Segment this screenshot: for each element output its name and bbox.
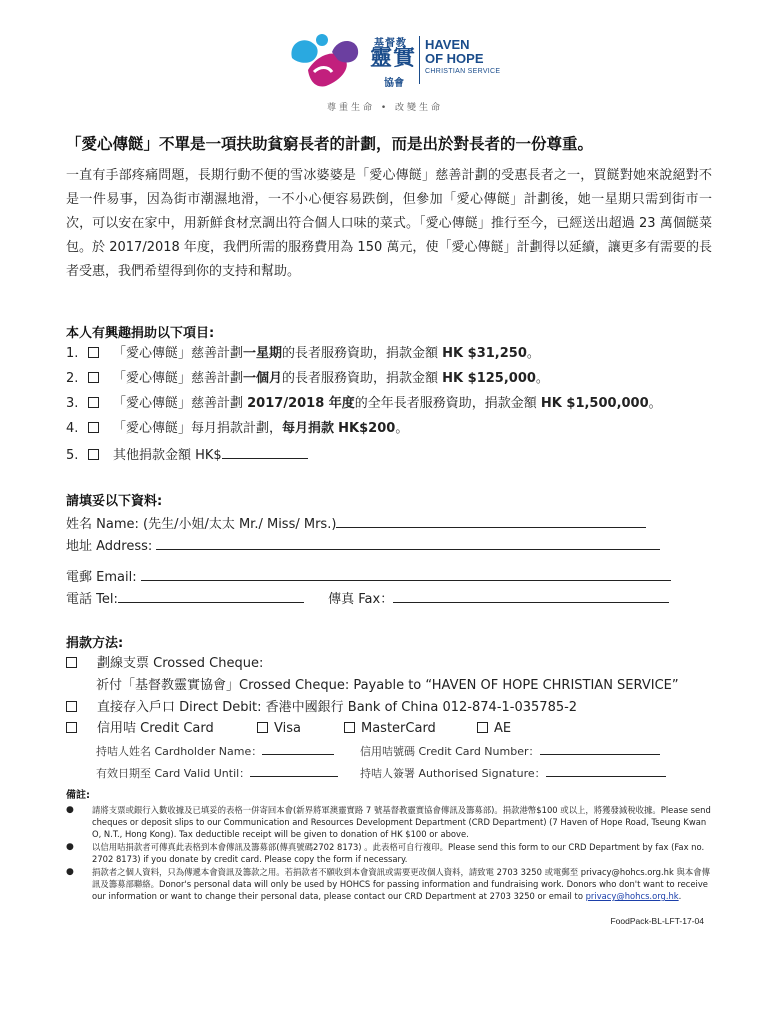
cardholder-label: 持咭人姓名 Cardholder Name： (96, 745, 263, 758)
bullet-icon: ● (66, 842, 74, 852)
intro-paragraph: 一直有手部疼痛問題，長期行動不便的雪冰婆婆是「愛心傳餸」慈善計劃的受惠長者之一，買餸對她來說絕對不是一件易事，因為街市潮濕地滑，一不小心便容易跌倒，但參加「愛心傳餸」計劃後，她一星期只需到街市一次，可以安在家中，用新鮮食材烹調出符合個人口味的菜式。「愛心傳餸」推行至今，已經送出超過 23 萬個餸菜包。於 2017/2018 年度，我們所需的服務費用為 150 萬元，使「愛心傳餸」計劃得以延續，讓更多有需要的長者受惠，我們希望得到你的支持和幫助。 (66, 168, 712, 279)
option-end: 。 (526, 346, 540, 361)
valid-until-row (96, 765, 338, 781)
signature-row (360, 765, 666, 781)
option-number: 1. (66, 346, 79, 361)
option-text: 其他捐款金額 HK$ (113, 448, 222, 463)
ae-checkbox[interactable] (477, 722, 488, 733)
other-amount-field[interactable] (222, 444, 308, 459)
cheque-payable-text: 祈付「基督教靈實協會」Crossed Cheque: Payable to “HAVEN OF HOPE CHRISTIAN SERVICE” (96, 678, 679, 693)
logo-en-line2: OF HOPE (425, 51, 484, 66)
name-field[interactable] (336, 513, 646, 528)
credit-card-label: 信用咭 Credit Card (97, 721, 214, 736)
cheque-payable-row (96, 676, 679, 696)
option-text: 「愛心傳餸」每月捐款計劃， (113, 421, 283, 436)
option-text: 的全年長者服務資助，捐款金額 (354, 396, 541, 411)
fax-field[interactable] (393, 588, 669, 603)
name-row (66, 513, 646, 533)
note-item-3 (66, 866, 716, 914)
valid-until-label: 有效日期至 Card Valid Until： (96, 767, 251, 780)
note-item-1 (66, 804, 716, 840)
email-field[interactable] (141, 566, 671, 581)
cardholder-field[interactable] (262, 743, 334, 755)
donation-option-4 (66, 419, 408, 439)
option-bold: 一個月 (243, 371, 283, 386)
tel-label: 電話 Tel: (66, 592, 118, 607)
tel-field[interactable] (118, 588, 304, 603)
option-amount: HK $1,500,000 (540, 396, 649, 411)
option-checkbox-3[interactable] (88, 397, 99, 408)
option-number: 2. (66, 371, 79, 386)
cheque-checkbox[interactable] (66, 657, 77, 668)
note-text: 捐款者之個人資料，只為傳遞本會資訊及籌款之用。若捐款者不願收到本會資訊或需要更改個人資料，請致電 2703 3250 或電郵至 privacy@hohcs.org.hk 與本會傳訊及籌募部聯絡。Donor's personal data will only be used by HOHCS for passing information and fundraising work. Donors who don't want to receive our information or want to change their personal data, please contact our CRD Department at 2703 3250 or email to (92, 867, 710, 901)
option-bold: 2017/2018 年度 (247, 396, 355, 411)
option-end: 。 (395, 421, 409, 436)
credit-card-checkbox[interactable] (66, 722, 77, 733)
option-amount: HK $125,000 (442, 371, 536, 386)
logo-tagline: 尊重生命 • 改變生命 (326, 103, 444, 113)
logo-divider (419, 36, 420, 84)
logo-zh-bottom: 協會 (384, 78, 404, 89)
option-end: 。 (535, 371, 549, 386)
debit-row (66, 698, 577, 718)
payment-section-title: 捐款方法: (66, 636, 124, 651)
note-text: 請將支票或銀行入數收據及已填妥的表格一併寄回本會(新界將軍澳靈實路 7 號基督教靈實協會傳訊及籌募部)。捐款港幣$100 或以上，將獲發減稅收據。Please send cheques or deposit slips to our Communication and Resources Development Department (CRD Department) (7 Haven of Hope Road, Tseung Kwan O, N.T., Hong Kong). Tax deductible receipt will be given to donation of HK $100 or above. (92, 805, 711, 839)
donation-option-3 (66, 394, 662, 414)
debit-checkbox[interactable] (66, 701, 77, 712)
card-number-row (360, 743, 660, 759)
email-row (66, 566, 671, 586)
haven-of-hope-logo (286, 30, 506, 92)
privacy-email-link[interactable]: privacy@hohcs.org.hk (585, 891, 679, 901)
note-text: 以信用咭捐款者可傳真此表格到本會傳訊及籌募部(傳真號碼2702 8173) 。此表格可自行複印。Please send this form to our CRD Department by fax (Fax no. 2702 8173) if you donate by credit card. Please copy the form if necessary. (92, 842, 705, 864)
option-text: 「愛心傳餸」慈善計劃 (113, 346, 244, 361)
ae-label: AE (494, 721, 512, 736)
address-field[interactable] (156, 535, 660, 550)
option-number: 3. (66, 396, 79, 411)
logo-zh-top: 基督教 (374, 38, 407, 49)
option-checkbox-1[interactable] (88, 347, 99, 358)
option-end: 。 (648, 396, 662, 411)
option-text: 的長者服務資助，捐款金額 (282, 371, 443, 386)
visa-label: Visa (274, 721, 301, 736)
logo-heart-icon (286, 30, 366, 92)
logo-en-line3: CHRISTIAN SERVICE (425, 68, 501, 75)
option-number: 5. (66, 448, 79, 463)
option-checkbox-2[interactable] (88, 372, 99, 383)
option-checkbox-4[interactable] (88, 422, 99, 433)
option-text: 「愛心傳餸」慈善計劃 (113, 371, 244, 386)
cheque-row (66, 654, 263, 674)
card-number-field[interactable] (540, 743, 660, 755)
debit-label: 直接存入戶口 Direct Debit: 香港中國銀行 Bank of China 012-874-1-035785-2 (97, 700, 578, 715)
notes-title: 備註: (66, 790, 90, 801)
option-amount: HK$200 (338, 421, 396, 436)
option-number: 4. (66, 421, 79, 436)
credit-card-row (66, 719, 511, 739)
donation-option-5 (66, 444, 308, 464)
page-headline: 「愛心傳餸」不單是一項扶助貧窮長者的計劃，而是出於對長者的一份尊重。 (66, 135, 594, 153)
option-text: 「愛心傳餸」慈善計劃 (113, 396, 248, 411)
cardholder-row (96, 743, 334, 759)
note-item-2 (66, 841, 716, 865)
fax-label: 傳真 Fax： (328, 592, 394, 607)
tel-fax-row (66, 588, 669, 608)
note-text-end: . (678, 891, 682, 901)
card-number-label: 信用咭號碼 Credit Card Number： (360, 745, 540, 758)
signature-field[interactable] (546, 765, 666, 777)
donation-option-2 (66, 369, 549, 389)
logo-en-line1: HAVEN (425, 37, 470, 52)
option-text: 的長者服務資助，捐款金額 (282, 346, 443, 361)
name-label: 姓名 Name: (先生/小姐/太太 Mr./ Miss/ Mrs.) (66, 517, 337, 532)
valid-until-field[interactable] (250, 765, 338, 777)
address-label: 地址 Address: (66, 539, 153, 554)
note-text-wrap (92, 866, 716, 902)
bullet-icon: ● (66, 805, 74, 815)
option-checkbox-5[interactable] (88, 449, 99, 460)
logo-zh-main: 靈實 (370, 46, 417, 71)
form-reference-code: FoodPack-BL-LFT-17-04 (610, 916, 704, 926)
visa-checkbox[interactable] (257, 722, 268, 733)
donation-option-1 (66, 344, 540, 364)
cheque-label: 劃線支票 Crossed Cheque: (97, 656, 264, 671)
email-label: 電郵 Email: (66, 570, 137, 585)
address-row (66, 535, 660, 555)
signature-label: 持咭人簽署 Authorised Signature： (360, 767, 546, 780)
info-section-title: 請填妥以下資料: (66, 494, 163, 509)
mastercard-checkbox[interactable] (344, 722, 355, 733)
bullet-icon: ● (66, 867, 74, 877)
option-bold: 每月捐款 (282, 421, 335, 436)
option-amount: HK $31,250 (442, 346, 527, 361)
option-bold: 一星期 (243, 346, 283, 361)
mastercard-label: MasterCard (361, 721, 436, 736)
donation-section-title: 本人有興趣捐助以下項目: (66, 326, 215, 341)
